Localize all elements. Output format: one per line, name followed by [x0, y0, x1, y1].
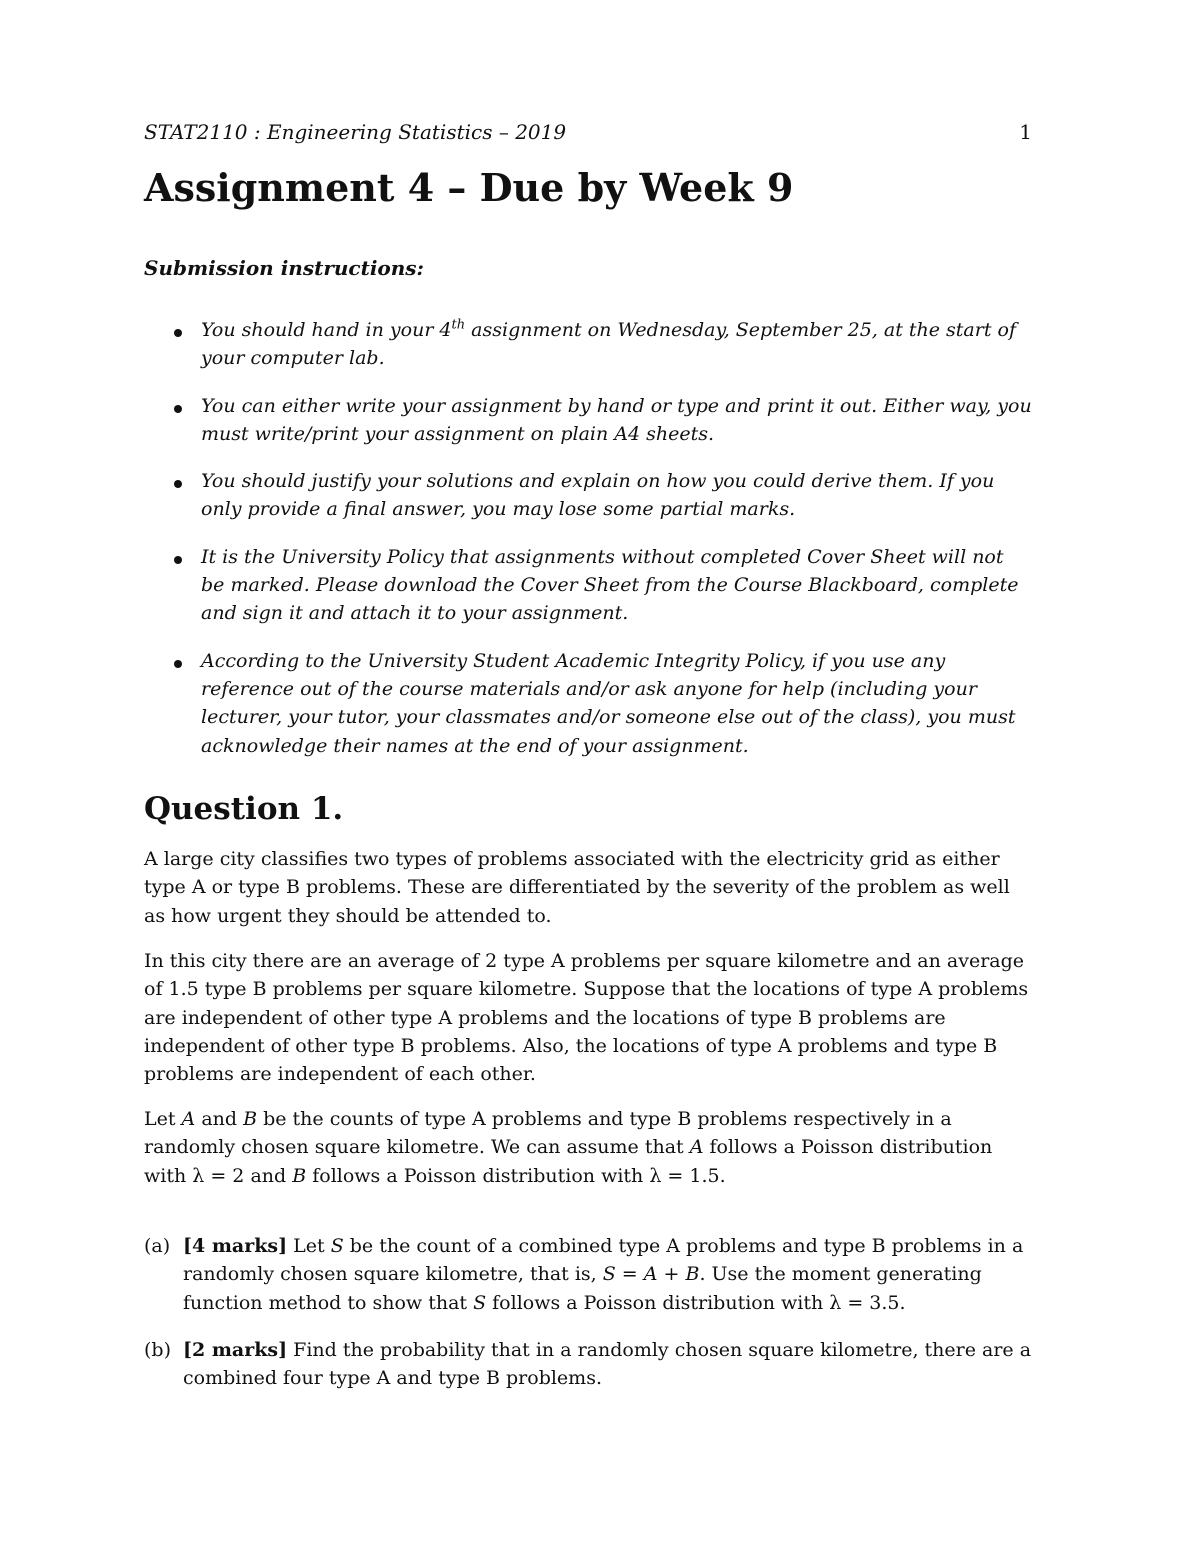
page-number: 1 — [1019, 120, 1032, 144]
question-paragraph — [144, 1105, 1032, 1190]
text-run: be the count of a combined type A problems and type B problems in a randomly chosen square kilometre, that is, — [183, 1235, 1024, 1286]
running-header — [144, 118, 1032, 146]
assignment-title: Assignment 4 – Due by Week 9 — [144, 165, 794, 210]
instructions-list — [144, 316, 1032, 779]
question-heading: Question 1. — [144, 791, 344, 827]
math-expression: λ = 2 — [192, 1164, 245, 1187]
submission-instructions-label: Submission instructions: — [144, 256, 424, 280]
math-variable: B — [292, 1164, 307, 1187]
instruction-text: It is the University Policy that assignments without completed Cover Sheet will not be marked. Please download the Cover Sheet from the Course Blackboard, complete and sign it and attach it to your assignment. — [201, 545, 1019, 625]
bullet-icon — [174, 329, 182, 337]
question-paragraph: In this city there are an average of 2 type A problems per square kilometre and an average of 1.5 type B problems per square kilometre. Suppose that the locations of type A problems are independent of other type A problems and the locations of type B problems are independent of other type B problems. Also, the locations of type A problems and type B problems are independent of each other. — [144, 950, 1029, 1086]
instruction-item — [144, 543, 1032, 628]
math-variable: B — [243, 1108, 258, 1130]
bullet-icon — [174, 405, 182, 413]
text-run: and — [244, 1164, 293, 1187]
instruction-item — [144, 392, 1032, 449]
math-expression: λ = 3.5 — [829, 1291, 900, 1314]
ordinal-superscript: th — [451, 317, 466, 333]
text-run: . — [899, 1291, 906, 1314]
text-run: Let — [144, 1108, 182, 1130]
instruction-text-post: assignment on Wednesday, September 25, at the start of your computer lab. — [201, 319, 1016, 370]
text-run: follows a Poisson distribution with — [144, 1136, 993, 1187]
marks-badge: [2 marks] — [183, 1338, 288, 1361]
math-variable: S — [330, 1235, 344, 1257]
course-title: STAT2110 : Engineering Statistics – 2019 — [144, 120, 567, 144]
instruction-item — [144, 647, 1032, 760]
part-label: (b) — [144, 1338, 171, 1361]
text-run: and — [195, 1108, 244, 1130]
text-run: Find the probability that in a randomly chosen square kilometre, there are a combined four type A and type B problems. — [183, 1338, 1032, 1390]
text-run: Let — [287, 1235, 331, 1257]
text-run: . Use the moment generating function method to show that — [183, 1263, 982, 1314]
math-expression: S = A + B — [602, 1263, 700, 1286]
question-part — [144, 1232, 1032, 1317]
question-paragraph: A large city classifies two types of problems associated with the electricity grid as either type A or type B problems. These are differentiated by the severity of the problem as well as how urgent they should be attended to. — [144, 848, 1010, 927]
instruction-text: According to the University Student Academic Integrity Policy, if you use any reference out of the course materials and/or ask anyone for help (including your lecturer, your tutor, your classmates and/or someone else out of the class), you must acknowledge their names at the end of your assignment. — [201, 649, 1016, 757]
text-run: follows a Poisson distribution with — [306, 1164, 650, 1187]
text-run: follows a Poisson distribution with — [486, 1291, 830, 1314]
instruction-item — [144, 316, 1032, 373]
question-parts — [144, 1232, 1032, 1411]
instruction-text: You can either write your assignment by hand or type and print it out. Either way, you must write/print your assignment on plain A4 sheets. — [201, 394, 1032, 445]
marks-badge: [4 marks] — [183, 1235, 288, 1257]
bullet-icon — [174, 660, 182, 668]
instruction-text: You should justify your solutions and explain on how you could derive them. If you only provide a final answer, you may lose some partial marks. — [201, 470, 995, 521]
bullet-icon — [174, 480, 182, 488]
text-run: be the counts of type A problems and type B problems respectively in a randomly chosen square kilometre. We can assume that — [144, 1108, 952, 1159]
bullet-icon — [174, 556, 182, 564]
math-variable: A — [181, 1108, 196, 1130]
instruction-text-pre: You should hand in your 4 — [201, 319, 452, 341]
text-run: . — [719, 1164, 726, 1187]
math-variable: A — [689, 1136, 704, 1159]
math-variable: S — [473, 1291, 487, 1314]
math-expression: λ = 1.5 — [649, 1164, 720, 1187]
question-part — [144, 1336, 1032, 1393]
part-label: (a) — [144, 1235, 171, 1257]
instruction-item — [144, 467, 1032, 524]
